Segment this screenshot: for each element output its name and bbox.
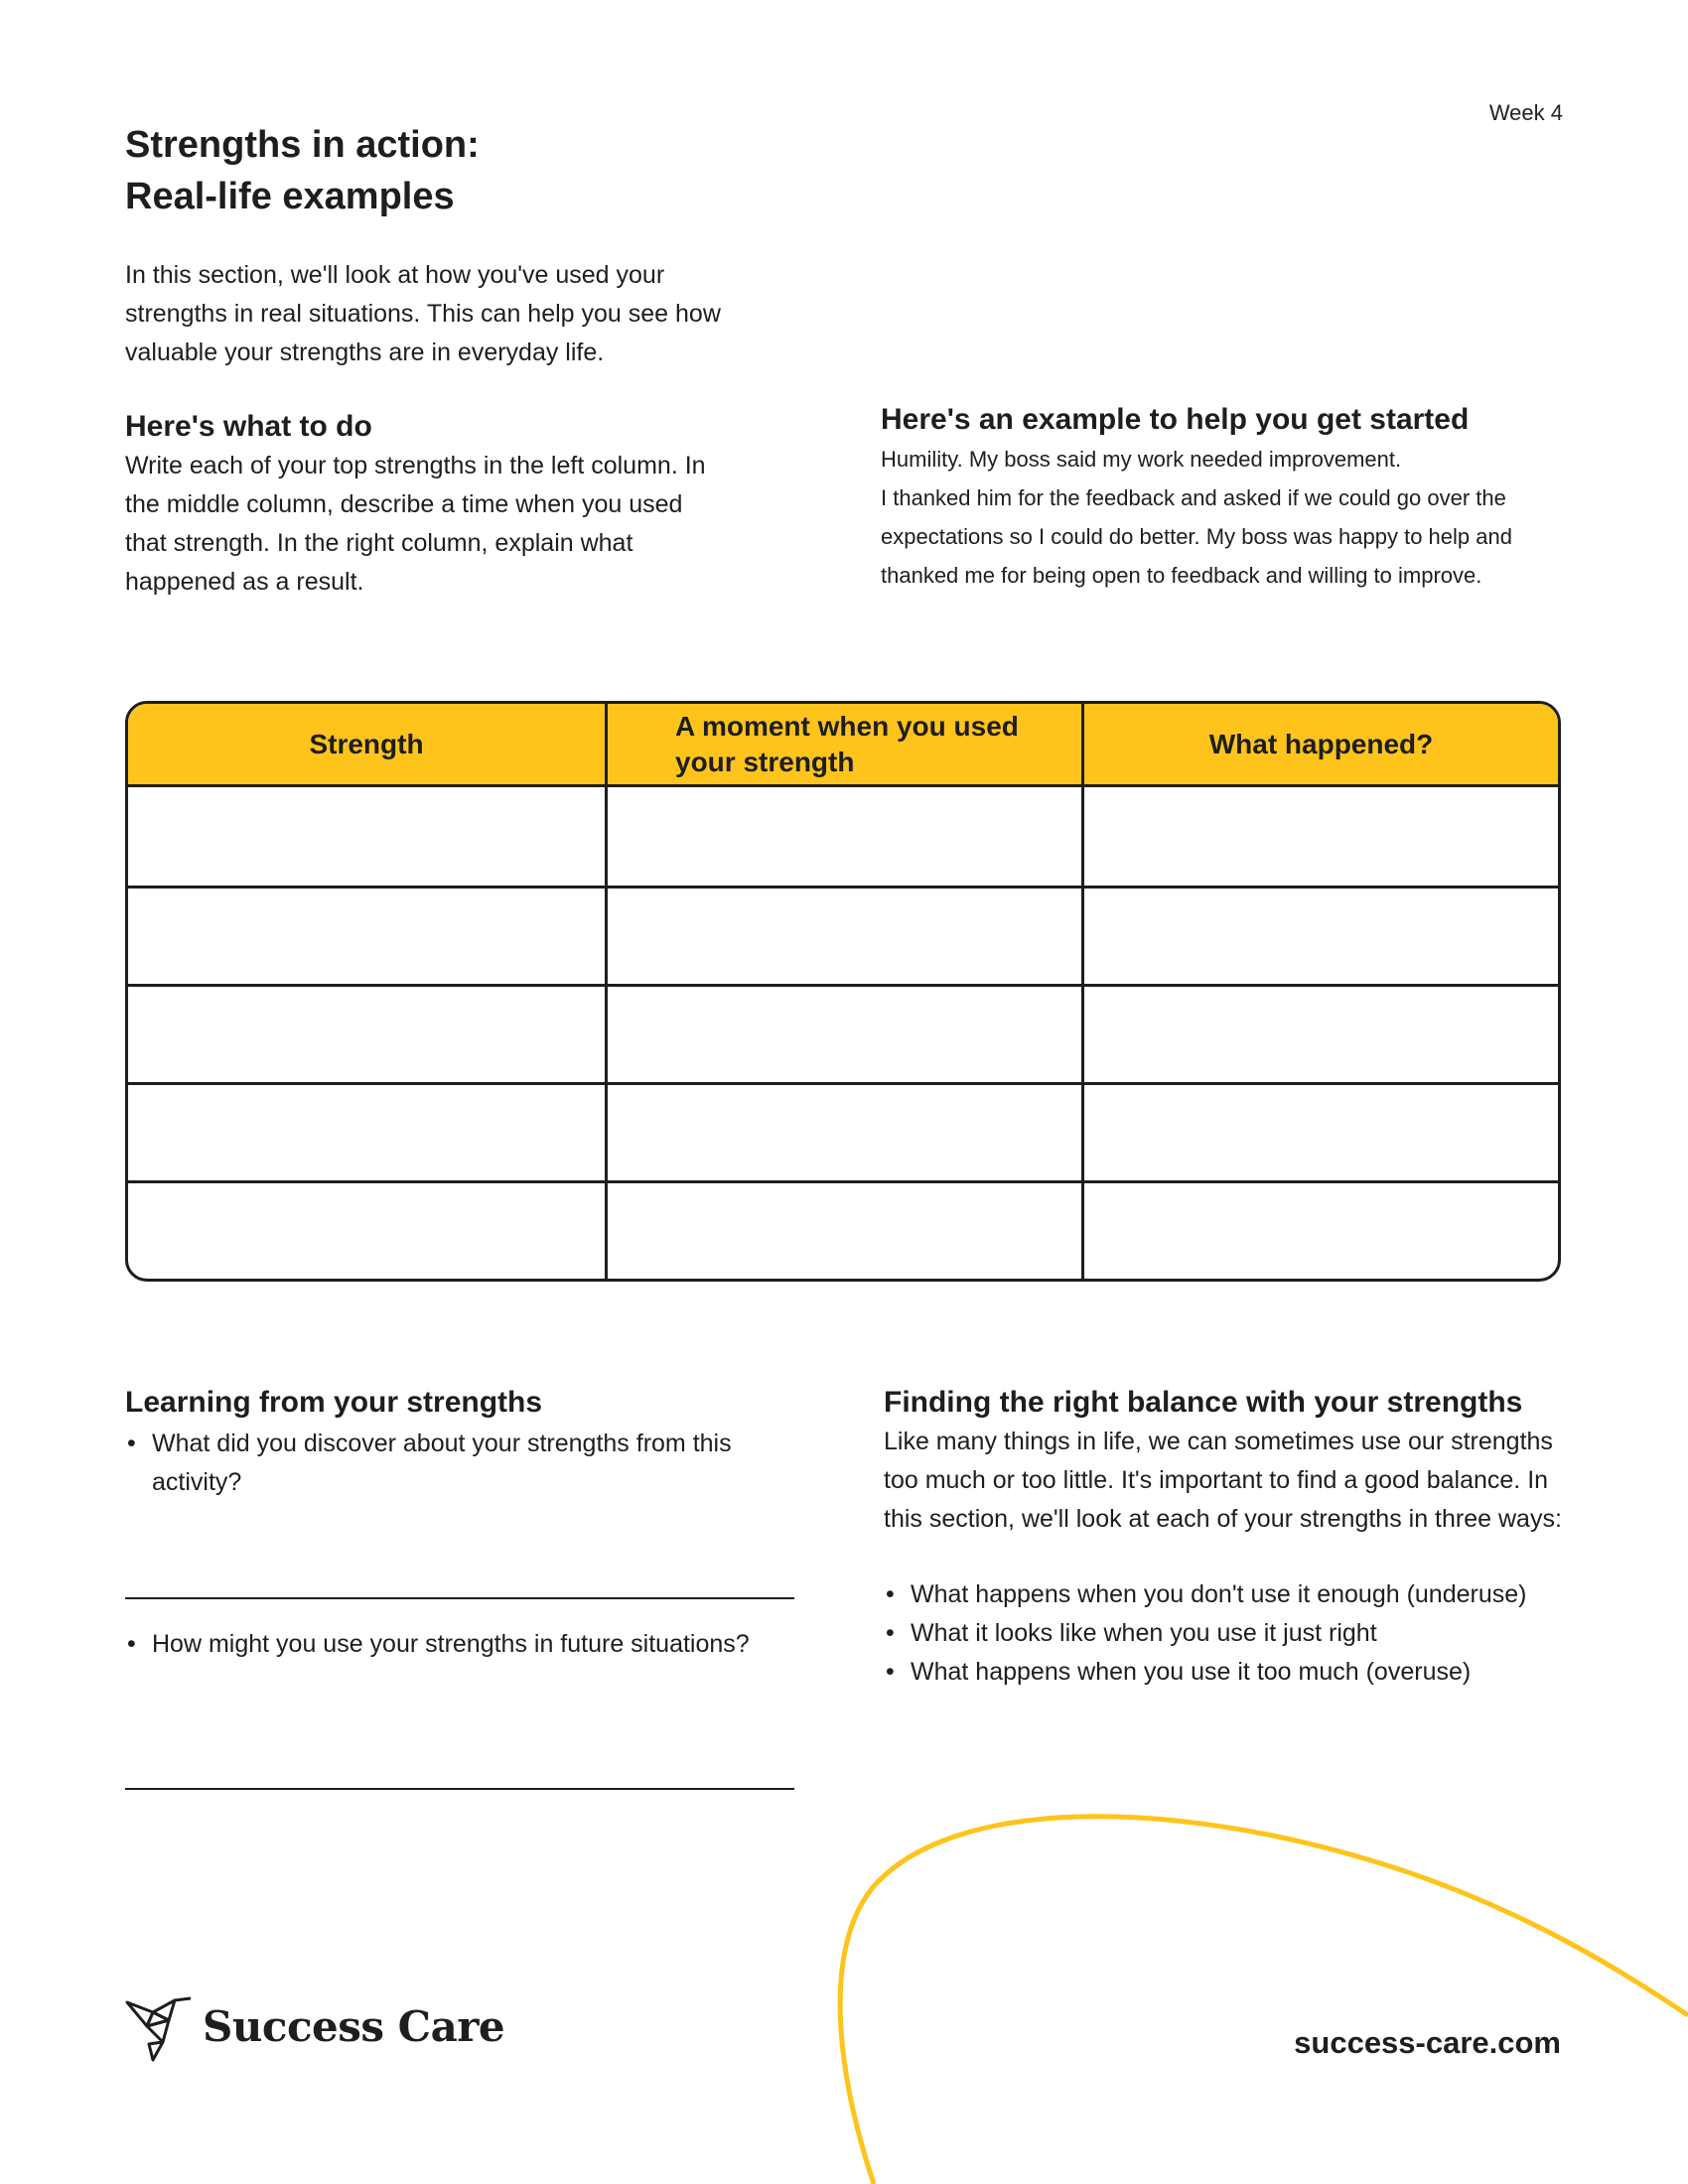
example-heading: Here's an example to help you get started: [881, 403, 1470, 436]
example-body: I thanked him for the feedback and asked if we could go over the expectations so I could do better. My boss was happy to help and thanked me for being open to feedback and willing to improve.: [881, 485, 1512, 588]
learning-question-2: [125, 1625, 800, 1664]
instructions-body: Write each of your top strengths in the left column. In the middle column, describe a time when you used that strength. In the right column, explain what happened as a result.: [125, 452, 706, 596]
balance-section: [884, 1383, 1579, 1692]
learning-question-2-wrap: [125, 1625, 800, 1664]
list-item: • What happens when you don't use it enough (underuse): [884, 1575, 1579, 1614]
table-cell[interactable]: [605, 787, 1081, 886]
instructions-heading: Here's what to do: [125, 410, 372, 443]
example-line1: Humility. My boss said my work needed improvement.: [881, 447, 1402, 472]
table-cell[interactable]: [1081, 984, 1558, 1082]
page-title: [125, 119, 480, 222]
example-section: [881, 400, 1536, 595]
balance-body: Like many things in life, we can sometimes use our strengths too much or too little. It's important to find a good balance. In this section, we'll look at each of your strengths in three ways:: [884, 1428, 1562, 1533]
brand-name: Success Care: [203, 2001, 505, 2051]
table-cell[interactable]: [128, 886, 605, 984]
page-title-line2: Real-life examples: [125, 176, 455, 217]
table-cell[interactable]: [1081, 886, 1558, 984]
column-header-result: What happened?: [1081, 704, 1558, 787]
table-cell[interactable]: [128, 984, 605, 1082]
table-cell[interactable]: [605, 1180, 1081, 1279]
week-label: Week 4: [1488, 100, 1563, 125]
table-cell[interactable]: [128, 1180, 605, 1279]
strengths-table: [125, 701, 1561, 1282]
table-cell[interactable]: [1081, 787, 1558, 886]
list-item: • What happens when you use it too much (overuse): [884, 1653, 1579, 1692]
learning-heading: Learning from your strengths: [125, 1386, 543, 1419]
hummingbird-icon: [123, 1990, 195, 2062]
table-cell[interactable]: [1081, 1180, 1558, 1279]
table-cell[interactable]: [128, 787, 605, 886]
list-item: • What did you discover about your strengths from this activity?: [125, 1425, 800, 1502]
column-header-moment: A moment when you used your strength: [605, 704, 1081, 787]
answer-line-2[interactable]: [125, 1788, 794, 1790]
list-item: • How might you use your strengths in future situations?: [125, 1625, 800, 1664]
table-cell[interactable]: [605, 1082, 1081, 1180]
table-cell[interactable]: [128, 1082, 605, 1180]
table-cell[interactable]: [605, 984, 1081, 1082]
page-title-line1: Strengths in action:: [125, 124, 480, 166]
table-cell[interactable]: [605, 886, 1081, 984]
instructions-section: [125, 407, 731, 602]
balance-heading: Finding the right balance with your strengths: [884, 1386, 1523, 1419]
learning-question-1: [125, 1425, 800, 1502]
balance-list: [884, 1575, 1579, 1692]
list-item: • What it looks like when you use it just right: [884, 1614, 1579, 1653]
answer-line-1[interactable]: [125, 1597, 794, 1599]
column-header-strength: Strength: [128, 704, 605, 787]
intro-paragraph: In this section, we'll look at how you've used your strengths in real situations. This can help you see how valuable your strengths are in everyday life.: [125, 261, 721, 366]
learning-section: [125, 1383, 800, 1502]
brand-logo: [123, 1990, 504, 2062]
footer-url[interactable]: success-care.com: [1294, 2025, 1561, 2060]
table-cell[interactable]: [1081, 1082, 1558, 1180]
